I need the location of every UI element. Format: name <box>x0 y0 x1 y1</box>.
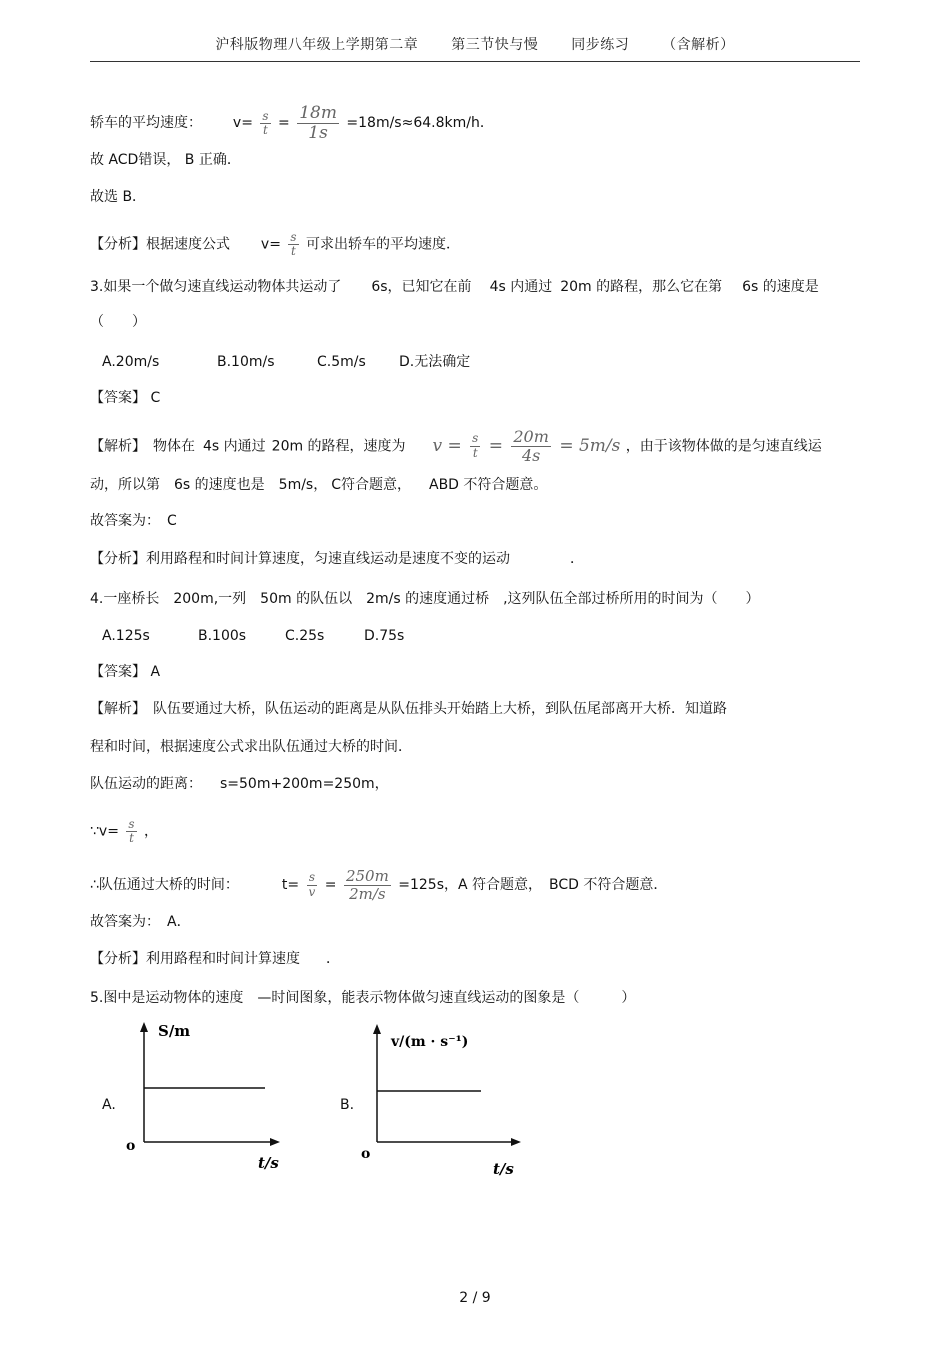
q4-stem: 4.一座桥长 200m,一列 50m 的队伍以 2m/s 的速度通过桥 ,这列队伍全部过桥所用的时间为（ ） <box>90 591 760 607</box>
q4-analysis: 【分析】利用路程和时间计算速度 ． <box>90 951 340 967</box>
q3-paren: （ ） <box>90 314 146 330</box>
option-c: C.25s <box>285 628 325 644</box>
header-rule <box>90 61 860 62</box>
equals: = <box>278 115 290 132</box>
q2-choose: 故选 B． <box>90 189 147 205</box>
q4-options <box>102 626 404 646</box>
x-axis-arrow <box>511 1138 521 1146</box>
option-a: A.20m/s <box>102 354 160 370</box>
q3-explanation-line2: 动，所以第 6s 的速度也是 5m/s， C符合题意， ABD 不符合题意。 <box>90 477 548 493</box>
graph-a <box>120 1018 290 1178</box>
option-a-label: A. <box>102 1097 116 1113</box>
q3-stem: 3.如果一个做匀速直线运动物体共运动了 6s，已知它在前 4s 内通过 20m 的路程，那么它在第 6s 的速度是 <box>90 279 819 295</box>
q5-stem: 5.图中是运动物体的速度 —时间图象，能表示物体做匀速直线运动的图象是（ ） <box>90 990 636 1006</box>
formula-s-over-t: $\frac{s}{t}$ <box>290 230 297 259</box>
q4-therefore: ∴队伍通过大桥的时间： t= $\frac{s}{v}$ = $\frac{250m}{2m/s}$ =125s，A 符合题意， BCD 不符合题意． <box>90 867 668 903</box>
avg-speed-label: 轿车的平均速度： <box>90 115 202 132</box>
q4-answer: 【答案】 A <box>90 664 161 680</box>
v-eq: v= <box>232 115 253 132</box>
option-b: B.100s <box>198 628 247 644</box>
option-b: B.10m/s <box>217 354 275 370</box>
avg-speed-result: =18m/s≈64.8km/h． <box>346 115 494 132</box>
q4-because: ∵v= $\frac{s}{t}$ ， <box>90 817 159 846</box>
q3-analysis: 【分析】利用路程和时间计算速度，匀速直线运动是速度不变的运动 ． <box>90 551 584 567</box>
formula-s-over-t: $\frac{s}{t}$ <box>262 108 269 137</box>
y-axis-arrow <box>373 1024 381 1034</box>
y-axis-arrow <box>140 1022 148 1032</box>
q4-explanation-line1: 【解析】 队伍要通过大桥，队伍运动的距离是从队伍排头开始踏上大桥，到队伍尾部离开大桥．知道路 <box>90 701 727 717</box>
origin-label: o <box>361 1146 371 1162</box>
q4-distance: 队伍运动的距离： s=50m+200m=250m， <box>90 776 389 792</box>
q3-answer: 【答案】 C <box>90 390 161 406</box>
header-type: 同步练习 <box>571 37 630 53</box>
formula-250m-over-2ms: $\frac{250m}{2m/s}$ <box>345 867 389 903</box>
y-axis-label: S/m <box>158 1022 191 1040</box>
header-title: 沪科版物理八年级上学期第二章 <box>215 37 419 53</box>
x-axis-label: t/s <box>493 1160 514 1178</box>
option-a: A.125s <box>102 628 150 644</box>
formula-18m-over-1s: $\frac{18m}{1s}$ <box>299 103 337 143</box>
speed-formula: v = $\frac{s}{t}$ = $\frac{20m}{4s}$ = 5m/s <box>432 427 621 465</box>
option-b-label: B. <box>340 1097 355 1113</box>
x-axis-arrow <box>270 1138 280 1146</box>
q3-explanation-line1: 【解析】 物体在 4s 内通过 20m 的路程，速度为 v = $\frac{s}{t}$ = $\frac{20m}{4s}$ = 5m/s ，由于该物体做的是匀速直线运 <box>90 427 822 465</box>
y-axis-label: v/(m · s⁻¹) <box>391 1034 469 1050</box>
q2-analysis: 【分析】根据速度公式 v= $\frac{s}{t}$ 可求出轿车的平均速度． <box>90 230 460 259</box>
avg-speed-line <box>90 104 494 142</box>
q3-options <box>102 352 470 372</box>
header-note: （含解析） <box>662 37 735 53</box>
q2-conclusion: 故 ACD错误， B 正确． <box>90 152 241 168</box>
option-d: D.无法确定 <box>399 354 471 370</box>
header-section: 第三节快与慢 <box>451 37 539 53</box>
graph-b <box>355 1018 535 1178</box>
origin-label: o <box>126 1138 136 1154</box>
page-header <box>0 34 950 54</box>
q4-explanation-line2: 程和时间，根据速度公式求出队伍通过大桥的时间． <box>90 739 412 755</box>
q4-final: 故答案为： A． <box>90 914 191 930</box>
q3-final: 故答案为： C <box>90 513 177 529</box>
option-c: C.5m/s <box>317 354 366 370</box>
option-d: D.75s <box>364 628 405 644</box>
page-number: 2 / 9 <box>459 1290 491 1306</box>
x-axis-label: t/s <box>258 1154 279 1172</box>
